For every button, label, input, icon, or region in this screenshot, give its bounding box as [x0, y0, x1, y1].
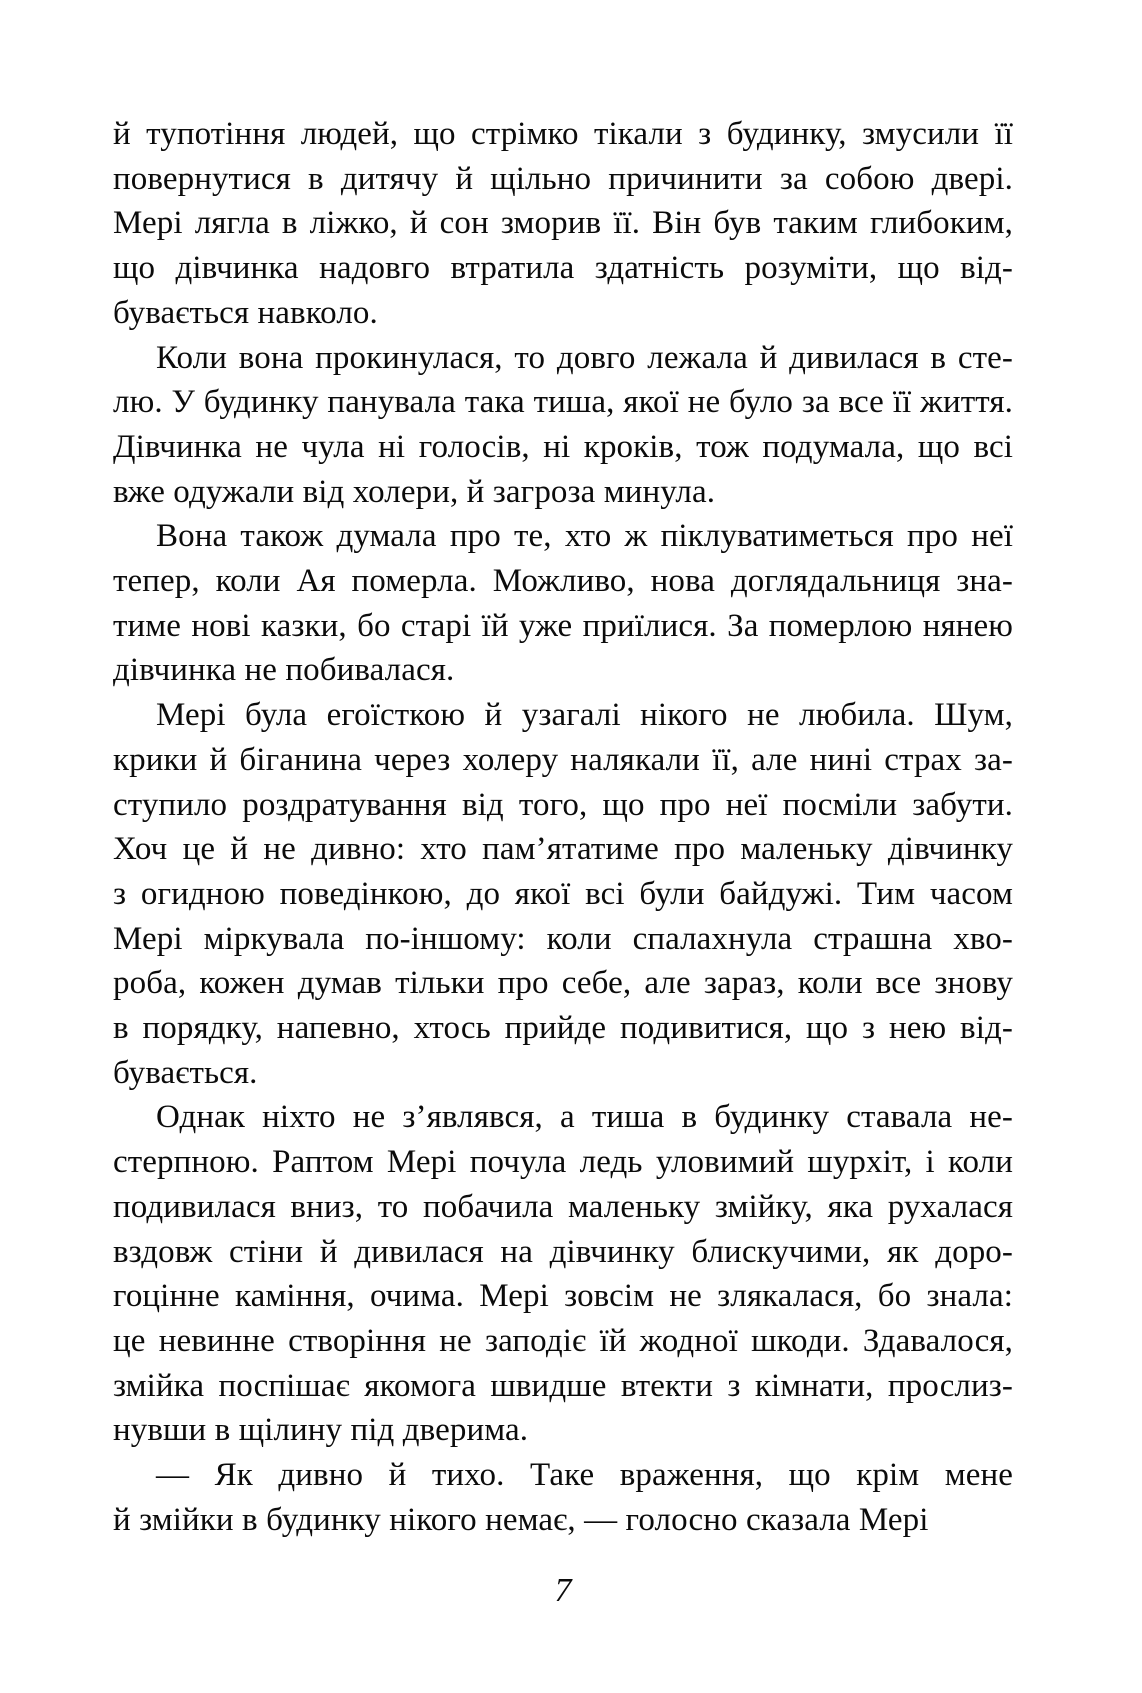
text-line: Хоч це й не дивно: хто пам’ятатиме про маленьку дівчинку — [113, 831, 1013, 868]
page-number: 7 — [554, 1572, 572, 1609]
text-line: гоцінне каміння, очима. Мері зовсім не злякалася, бо знала: — [113, 1278, 1013, 1315]
text-line: Вона також думала про те, хто ж піклуватиметься про неї — [156, 518, 1013, 555]
text-line: що дівчинка надовго втратила здатність розуміти, що від- — [113, 250, 1013, 287]
text-block — [113, 112, 1013, 1543]
text-line: тиме нові казки, бо старі їй уже приїлися. За померлою нянею — [113, 607, 1013, 644]
text-line: з огидною поведінкою, до якої всі були байдужі. Тим часом — [113, 875, 1013, 912]
paragraph — [113, 112, 1013, 336]
text-line: Мері міркувала по-іншому: коли спалахнула страшна хво- — [113, 920, 1013, 957]
text-line: стерпною. Раптом Мері почула ледь уловимий шурхіт, і коли — [113, 1144, 1013, 1181]
text-line: роба, кожен думав тільки про себе, але зараз, коли все знову — [113, 965, 1013, 1002]
text-line: Мері лягла в ліжко, й сон зморив її. Він був таким глибоким, — [113, 205, 1013, 242]
text-line: бувається навколо. — [113, 294, 378, 331]
text-line: Однак ніхто не з’являвся, а тиша в будинку ставала не- — [156, 1099, 1013, 1136]
paragraph — [113, 693, 1013, 1095]
text-line: подивилася вниз, то побачила маленьку змійку, яка рухалася — [113, 1188, 1013, 1225]
paragraph — [113, 1453, 1013, 1542]
text-line: вже одужали від холери, й загроза минула. — [113, 473, 716, 510]
text-line: це невинне створіння не заподіє їй жодної шкоди. Здавалося, — [113, 1322, 1013, 1359]
text-line: в порядку, напевно, хтось прийде подивитися, що з нею від- — [113, 1010, 1013, 1047]
paragraph — [113, 1095, 1013, 1453]
text-line: — Як дивно й тихо. Таке враження, що крім мене — [156, 1457, 1013, 1494]
text-line: повернутися в дитячу й щільно причинити за собою двері. — [113, 160, 1013, 197]
paragraph — [113, 336, 1013, 515]
text-line: лю. У будинку панувала така тиша, якої не було за все її життя. — [113, 384, 1013, 421]
text-line: й тупотіння людей, що стрімко тікали з будинку, змусили її — [113, 116, 1013, 152]
text-line: нувши в щілину під дверима. — [113, 1412, 529, 1449]
text-line: ступило роздратування від того, що про неї посміли забути. — [113, 786, 1013, 823]
text-line: Дівчинка не чула ні голосів, ні кроків, тож подумала, що всі — [113, 428, 1013, 465]
text-line: Коли вона прокинулася, то довго лежала й дивилася в сте- — [156, 339, 1013, 376]
text-line: дівчинка не побивалася. — [113, 652, 455, 689]
text-line: бувається. — [113, 1054, 258, 1091]
text-line: крики й біганина через холеру налякали її, але нині страх за- — [113, 741, 1013, 778]
text-line: тепер, коли Ая померла. Можливо, нова доглядальниця зна- — [113, 563, 1013, 600]
paragraph — [113, 514, 1013, 693]
text-line: Мері була егоїсткою й узагалі нікого не любила. Шум, — [156, 697, 1013, 734]
text-line: й змійки в будинку нікого немає, — голосно сказала Мері — [113, 1501, 929, 1538]
text-line: змійка поспішає якомога швидше втекти з кімнати, прослиз- — [113, 1367, 1013, 1404]
text-line: вздовж стіни й дивилася на дівчинку блискучими, як доро- — [113, 1233, 1013, 1270]
